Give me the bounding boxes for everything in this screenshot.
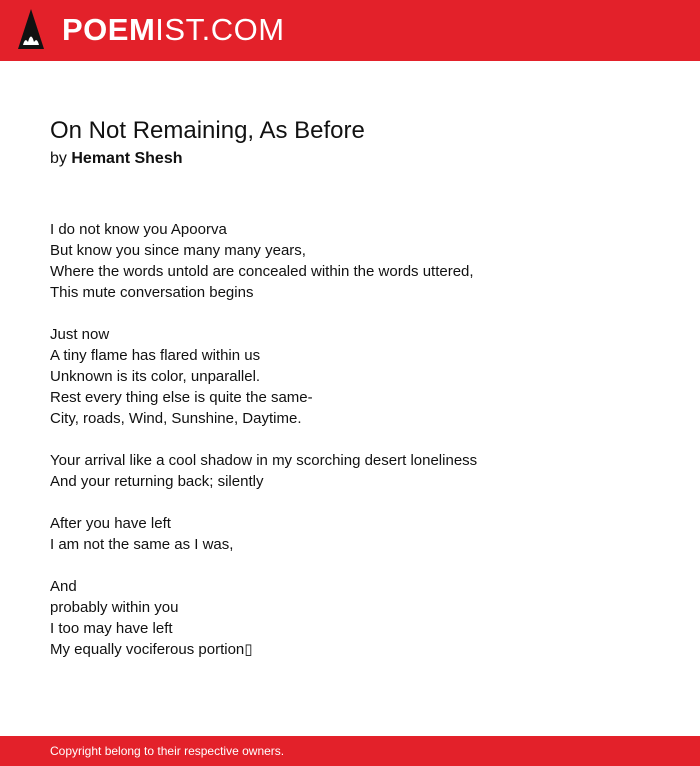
poem-line: Just now [50, 326, 110, 343]
logo-light-text: IST.COM [155, 12, 285, 47]
poem-title: On Not Remaining, As Before [50, 117, 365, 144]
poem-stanza [50, 219, 670, 303]
site-header [0, 0, 700, 61]
site-footer [0, 736, 700, 766]
poem-line: And your returning back; silently [50, 473, 264, 490]
poem-line: I am not the same as I was, [50, 536, 234, 553]
poem-stanza [50, 576, 670, 660]
poem-stanza [50, 324, 670, 429]
poem-body [50, 219, 670, 681]
pencil-icon[interactable] [17, 9, 45, 51]
poem-line: Rest every thing else is quite the same- [50, 389, 313, 406]
poem-line: City, roads, Wind, Sunshine, Daytime. [50, 410, 302, 427]
site-logo[interactable] [62, 12, 285, 48]
poem-line: This mute conversation begins [50, 284, 254, 301]
copyright-notice: Copyright belong to their respective owners. [50, 744, 285, 758]
poem-line: Unknown is its color, unparallel. [50, 368, 261, 385]
poem-line: probably within you [50, 599, 179, 616]
logo-bold-text: POEM [62, 12, 156, 47]
poem-stanza [50, 450, 670, 492]
poem-author: Hemant Shesh [71, 150, 183, 167]
by-label: by [50, 150, 67, 167]
poem-line: Your arrival like a cool shadow in my scorching desert loneliness [50, 452, 478, 469]
poem-line: And [50, 578, 77, 595]
poem-byline [50, 148, 183, 170]
poem-stanza [50, 513, 670, 555]
poem-line: After you have left [50, 515, 171, 532]
poem-line: I do not know you Apoorva [50, 221, 227, 238]
poem-line: My equally vociferous portion▯ [50, 641, 253, 658]
poem-line: A tiny flame has flared within us [50, 347, 261, 364]
poem-line: Where the words untold are concealed within the words uttered, [50, 263, 474, 280]
poem-line: But know you since many many years, [50, 242, 306, 259]
poem-line: I too may have left [50, 620, 173, 637]
